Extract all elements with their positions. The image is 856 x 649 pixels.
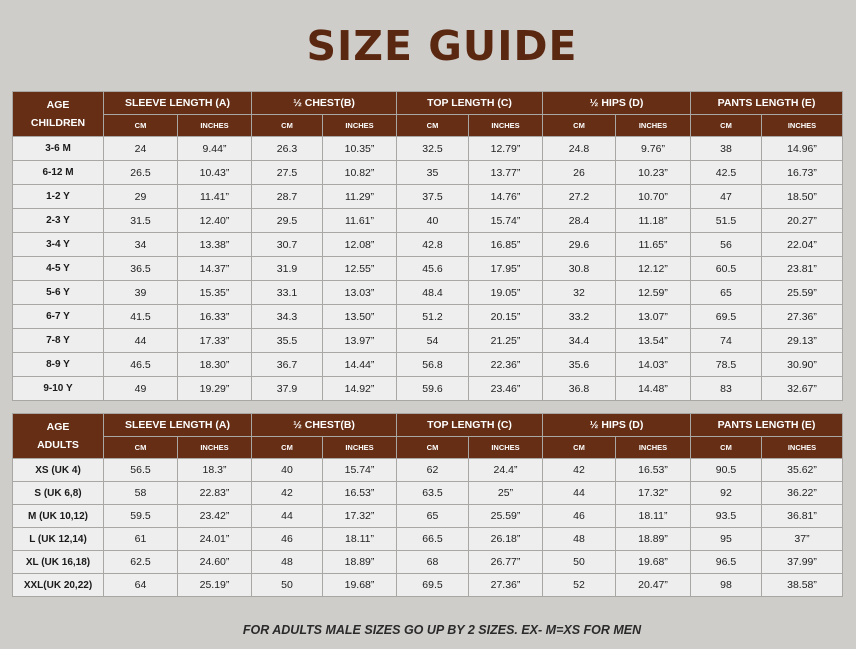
age-cell: 5-6 Y — [13, 281, 104, 305]
measurement-cell: 11.18” — [616, 209, 691, 233]
table-row — [13, 551, 843, 574]
age-cell: 9-10 Y — [13, 377, 104, 401]
table-row — [13, 528, 843, 551]
measurement-cell: 68 — [397, 551, 469, 574]
column-header: PANTS LENGTH (E) — [691, 414, 843, 437]
measurement-cell: 50 — [543, 551, 616, 574]
measurement-cell: 98 — [691, 574, 762, 597]
measurement-cell: 16.53” — [616, 459, 691, 482]
footnote: FOR ADULTS MALE SIZES GO UP BY 2 SIZES. EX- M=XS FOR MEN — [242, 623, 642, 637]
unit-cm-header: CM — [252, 437, 323, 459]
age-header — [13, 92, 104, 137]
measurement-cell: 19.68” — [323, 574, 397, 597]
measurement-cell: 65 — [691, 281, 762, 305]
measurement-cell: 44 — [104, 329, 178, 353]
measurement-cell: 11.65” — [616, 233, 691, 257]
measurement-cell: 29.6 — [543, 233, 616, 257]
unit-inches-header: INCHES — [616, 115, 691, 137]
measurement-cell: 44 — [543, 482, 616, 505]
header-row — [13, 92, 843, 115]
measurement-cell: 27.36” — [469, 574, 543, 597]
column-header: ½ CHEST(B) — [252, 414, 397, 437]
measurement-cell: 12.08” — [323, 233, 397, 257]
age-cell: XS (UK 4) — [13, 459, 104, 482]
measurement-cell: 22.04” — [762, 233, 843, 257]
age-cell: 8-9 Y — [13, 353, 104, 377]
measurement-cell: 56.5 — [104, 459, 178, 482]
measurement-cell: 95 — [691, 528, 762, 551]
table-row — [13, 305, 843, 329]
measurement-cell: 14.03” — [616, 353, 691, 377]
age-cell: 6-7 Y — [13, 305, 104, 329]
measurement-cell: 18.89” — [616, 528, 691, 551]
measurement-cell: 35.62” — [762, 459, 843, 482]
measurement-cell: 15.74” — [469, 209, 543, 233]
table-row — [13, 353, 843, 377]
measurement-cell: 32.67” — [762, 377, 843, 401]
measurement-cell: 39 — [104, 281, 178, 305]
measurement-cell: 15.74” — [323, 459, 397, 482]
unit-inches-header: INCHES — [469, 437, 543, 459]
column-header: TOP LENGTH (C) — [397, 414, 543, 437]
measurement-cell: 14.44” — [323, 353, 397, 377]
unit-cm-header: CM — [252, 115, 323, 137]
table-row — [13, 329, 843, 353]
measurement-cell: 36.81” — [762, 505, 843, 528]
measurement-cell: 35.6 — [543, 353, 616, 377]
column-header: PANTS LENGTH (E) — [691, 92, 843, 115]
measurement-cell: 48.4 — [397, 281, 469, 305]
measurement-cell: 11.41” — [178, 185, 252, 209]
unit-row — [13, 437, 843, 459]
age-cell: S (UK 6,8) — [13, 482, 104, 505]
age-cell: 6-12 M — [13, 161, 104, 185]
age-cell: 3-4 Y — [13, 233, 104, 257]
measurement-cell: 36.22” — [762, 482, 843, 505]
measurement-cell: 18.89” — [323, 551, 397, 574]
unit-cm-header: CM — [691, 437, 762, 459]
measurement-cell: 26.5 — [104, 161, 178, 185]
measurement-cell: 83 — [691, 377, 762, 401]
table-row — [13, 161, 843, 185]
measurement-cell: 19.68” — [616, 551, 691, 574]
age-group-label: CHILDREN — [30, 117, 86, 129]
measurement-cell: 42 — [252, 482, 323, 505]
measurement-cell: 30.90” — [762, 353, 843, 377]
age-cell: L (UK 12,14) — [13, 528, 104, 551]
measurement-cell: 10.82” — [323, 161, 397, 185]
measurement-cell: 13.38” — [178, 233, 252, 257]
table-row — [13, 257, 843, 281]
measurement-cell: 12.55” — [323, 257, 397, 281]
measurement-cell: 14.96” — [762, 137, 843, 161]
measurement-cell: 18.3” — [178, 459, 252, 482]
measurement-cell: 11.61” — [323, 209, 397, 233]
measurement-cell: 17.32” — [616, 482, 691, 505]
table-row — [13, 574, 843, 597]
measurement-cell: 28.4 — [543, 209, 616, 233]
measurement-cell: 30.8 — [543, 257, 616, 281]
measurement-cell: 26.18” — [469, 528, 543, 551]
measurement-cell: 15.35” — [178, 281, 252, 305]
age-header-label: AGE — [46, 421, 70, 433]
measurement-cell: 37” — [762, 528, 843, 551]
measurement-cell: 35.5 — [252, 329, 323, 353]
measurement-cell: 48 — [543, 528, 616, 551]
measurement-cell: 18.30” — [178, 353, 252, 377]
measurement-cell: 9.44” — [178, 137, 252, 161]
measurement-cell: 25.19” — [178, 574, 252, 597]
measurement-cell: 49 — [104, 377, 178, 401]
measurement-cell: 13.07” — [616, 305, 691, 329]
age-group-label: ADULTS — [37, 439, 79, 451]
unit-cm-header: CM — [397, 437, 469, 459]
measurement-cell: 51.5 — [691, 209, 762, 233]
measurement-cell: 34.3 — [252, 305, 323, 329]
measurement-cell: 14.92” — [323, 377, 397, 401]
measurement-cell: 26 — [543, 161, 616, 185]
measurement-cell: 74 — [691, 329, 762, 353]
measurement-cell: 32.5 — [397, 137, 469, 161]
measurement-cell: 9.76” — [616, 137, 691, 161]
table-row — [13, 482, 843, 505]
unit-cm-header: CM — [104, 115, 178, 137]
measurement-cell: 66.5 — [397, 528, 469, 551]
measurement-cell: 17.33” — [178, 329, 252, 353]
measurement-cell: 33.1 — [252, 281, 323, 305]
measurement-cell: 16.33” — [178, 305, 252, 329]
measurement-cell: 22.83” — [178, 482, 252, 505]
measurement-cell: 54 — [397, 329, 469, 353]
unit-cm-header: CM — [543, 437, 616, 459]
measurement-cell: 13.03” — [323, 281, 397, 305]
measurement-cell: 60.5 — [691, 257, 762, 281]
measurement-cell: 46 — [543, 505, 616, 528]
measurement-cell: 46.5 — [104, 353, 178, 377]
measurement-cell: 42.5 — [691, 161, 762, 185]
measurement-cell: 61 — [104, 528, 178, 551]
measurement-cell: 17.32” — [323, 505, 397, 528]
age-cell: 7-8 Y — [13, 329, 104, 353]
measurement-cell: 25.59” — [762, 281, 843, 305]
measurement-cell: 17.95” — [469, 257, 543, 281]
measurement-cell: 26.3 — [252, 137, 323, 161]
measurement-cell: 34 — [104, 233, 178, 257]
age-header — [13, 414, 104, 459]
measurement-cell: 24.4” — [469, 459, 543, 482]
measurement-cell: 37.99” — [762, 551, 843, 574]
measurement-cell: 33.2 — [543, 305, 616, 329]
measurement-cell: 56 — [691, 233, 762, 257]
measurement-cell: 24.01” — [178, 528, 252, 551]
children-size-table — [12, 91, 843, 401]
measurement-cell: 25.59” — [469, 505, 543, 528]
age-cell: 3-6 M — [13, 137, 104, 161]
table-row — [13, 377, 843, 401]
measurement-cell: 59.5 — [104, 505, 178, 528]
measurement-cell: 56.8 — [397, 353, 469, 377]
measurement-cell: 51.2 — [397, 305, 469, 329]
measurement-cell: 34.4 — [543, 329, 616, 353]
measurement-cell: 36.8 — [543, 377, 616, 401]
column-header: ½ HIPS (D) — [543, 92, 691, 115]
measurement-cell: 26.77” — [469, 551, 543, 574]
measurement-cell: 42 — [543, 459, 616, 482]
measurement-cell: 36.5 — [104, 257, 178, 281]
measurement-cell: 18.11” — [616, 505, 691, 528]
measurement-cell: 27.36” — [762, 305, 843, 329]
unit-cm-header: CM — [104, 437, 178, 459]
measurement-cell: 50 — [252, 574, 323, 597]
measurement-cell: 19.29” — [178, 377, 252, 401]
measurement-cell: 13.50” — [323, 305, 397, 329]
measurement-cell: 16.73” — [762, 161, 843, 185]
measurement-cell: 13.54” — [616, 329, 691, 353]
header-row — [13, 414, 843, 437]
measurement-cell: 44 — [252, 505, 323, 528]
measurement-cell: 24.60” — [178, 551, 252, 574]
measurement-cell: 14.37” — [178, 257, 252, 281]
measurement-cell: 35 — [397, 161, 469, 185]
measurement-cell: 24.8 — [543, 137, 616, 161]
measurement-cell: 12.12” — [616, 257, 691, 281]
measurement-cell: 12.59” — [616, 281, 691, 305]
measurement-cell: 78.5 — [691, 353, 762, 377]
measurement-cell: 62 — [397, 459, 469, 482]
measurement-cell: 16.53” — [323, 482, 397, 505]
measurement-cell: 13.97” — [323, 329, 397, 353]
measurement-cell: 30.7 — [252, 233, 323, 257]
measurement-cell: 46 — [252, 528, 323, 551]
table-row — [13, 505, 843, 528]
column-header: SLEEVE LENGTH (A) — [104, 414, 252, 437]
measurement-cell: 69.5 — [397, 574, 469, 597]
measurement-cell: 37.9 — [252, 377, 323, 401]
measurement-cell: 12.40” — [178, 209, 252, 233]
age-cell: M (UK 10,12) — [13, 505, 104, 528]
measurement-cell: 40 — [397, 209, 469, 233]
measurement-cell: 63.5 — [397, 482, 469, 505]
measurement-cell: 16.85” — [469, 233, 543, 257]
age-cell: XXL(UK 20,22) — [13, 574, 104, 597]
measurement-cell: 20.47” — [616, 574, 691, 597]
unit-inches-header: INCHES — [178, 115, 252, 137]
measurement-cell: 14.76” — [469, 185, 543, 209]
measurement-cell: 23.42” — [178, 505, 252, 528]
measurement-cell: 10.70” — [616, 185, 691, 209]
unit-cm-header: CM — [691, 115, 762, 137]
measurement-cell: 38.58” — [762, 574, 843, 597]
measurement-cell: 29.13” — [762, 329, 843, 353]
table-row — [13, 137, 843, 161]
measurement-cell: 10.35” — [323, 137, 397, 161]
measurement-cell: 41.5 — [104, 305, 178, 329]
measurement-cell: 96.5 — [691, 551, 762, 574]
measurement-cell: 52 — [543, 574, 616, 597]
measurement-cell: 24 — [104, 137, 178, 161]
unit-inches-header: INCHES — [762, 437, 843, 459]
measurement-cell: 29.5 — [252, 209, 323, 233]
measurement-cell: 21.25” — [469, 329, 543, 353]
age-header-label: AGE — [46, 99, 70, 111]
column-header: ½ CHEST(B) — [252, 92, 397, 115]
measurement-cell: 47 — [691, 185, 762, 209]
adults-size-table — [12, 413, 843, 597]
unit-inches-header: INCHES — [616, 437, 691, 459]
age-cell: 2-3 Y — [13, 209, 104, 233]
measurement-cell: 45.6 — [397, 257, 469, 281]
measurement-cell: 93.5 — [691, 505, 762, 528]
table-row — [13, 459, 843, 482]
measurement-cell: 90.5 — [691, 459, 762, 482]
table-row — [13, 209, 843, 233]
measurement-cell: 10.23” — [616, 161, 691, 185]
measurement-cell: 59.6 — [397, 377, 469, 401]
measurement-cell: 18.50” — [762, 185, 843, 209]
measurement-cell: 20.15” — [469, 305, 543, 329]
measurement-cell: 20.27” — [762, 209, 843, 233]
measurement-cell: 12.79” — [469, 137, 543, 161]
measurement-cell: 48 — [252, 551, 323, 574]
measurement-cell: 92 — [691, 482, 762, 505]
measurement-cell: 38 — [691, 137, 762, 161]
measurement-cell: 23.46” — [469, 377, 543, 401]
column-header: TOP LENGTH (C) — [397, 92, 543, 115]
measurement-cell: 64 — [104, 574, 178, 597]
unit-inches-header: INCHES — [469, 115, 543, 137]
unit-row — [13, 115, 843, 137]
measurement-cell: 27.2 — [543, 185, 616, 209]
measurement-cell: 18.11” — [323, 528, 397, 551]
measurement-cell: 23.81” — [762, 257, 843, 281]
column-header: SLEEVE LENGTH (A) — [104, 92, 252, 115]
measurement-cell: 28.7 — [252, 185, 323, 209]
measurement-cell: 58 — [104, 482, 178, 505]
page-title: SIZE GUIDE — [306, 22, 578, 70]
unit-inches-header: INCHES — [323, 115, 397, 137]
measurement-cell: 25” — [469, 482, 543, 505]
age-cell: XL (UK 16,18) — [13, 551, 104, 574]
measurement-cell: 11.29” — [323, 185, 397, 209]
measurement-cell: 36.7 — [252, 353, 323, 377]
measurement-cell: 22.36” — [469, 353, 543, 377]
unit-inches-header: INCHES — [178, 437, 252, 459]
measurement-cell: 13.77” — [469, 161, 543, 185]
measurement-cell: 31.5 — [104, 209, 178, 233]
measurement-cell: 14.48” — [616, 377, 691, 401]
unit-inches-header: INCHES — [762, 115, 843, 137]
measurement-cell: 62.5 — [104, 551, 178, 574]
measurement-cell: 37.5 — [397, 185, 469, 209]
column-header: ½ HIPS (D) — [543, 414, 691, 437]
table-row — [13, 185, 843, 209]
measurement-cell: 27.5 — [252, 161, 323, 185]
unit-inches-header: INCHES — [323, 437, 397, 459]
measurement-cell: 10.43” — [178, 161, 252, 185]
table-row — [13, 281, 843, 305]
measurement-cell: 40 — [252, 459, 323, 482]
measurement-cell: 29 — [104, 185, 178, 209]
table-row — [13, 233, 843, 257]
measurement-cell: 31.9 — [252, 257, 323, 281]
measurement-cell: 42.8 — [397, 233, 469, 257]
unit-cm-header: CM — [397, 115, 469, 137]
measurement-cell: 19.05” — [469, 281, 543, 305]
measurement-cell: 69.5 — [691, 305, 762, 329]
age-cell: 1-2 Y — [13, 185, 104, 209]
unit-cm-header: CM — [543, 115, 616, 137]
measurement-cell: 32 — [543, 281, 616, 305]
measurement-cell: 65 — [397, 505, 469, 528]
age-cell: 4-5 Y — [13, 257, 104, 281]
